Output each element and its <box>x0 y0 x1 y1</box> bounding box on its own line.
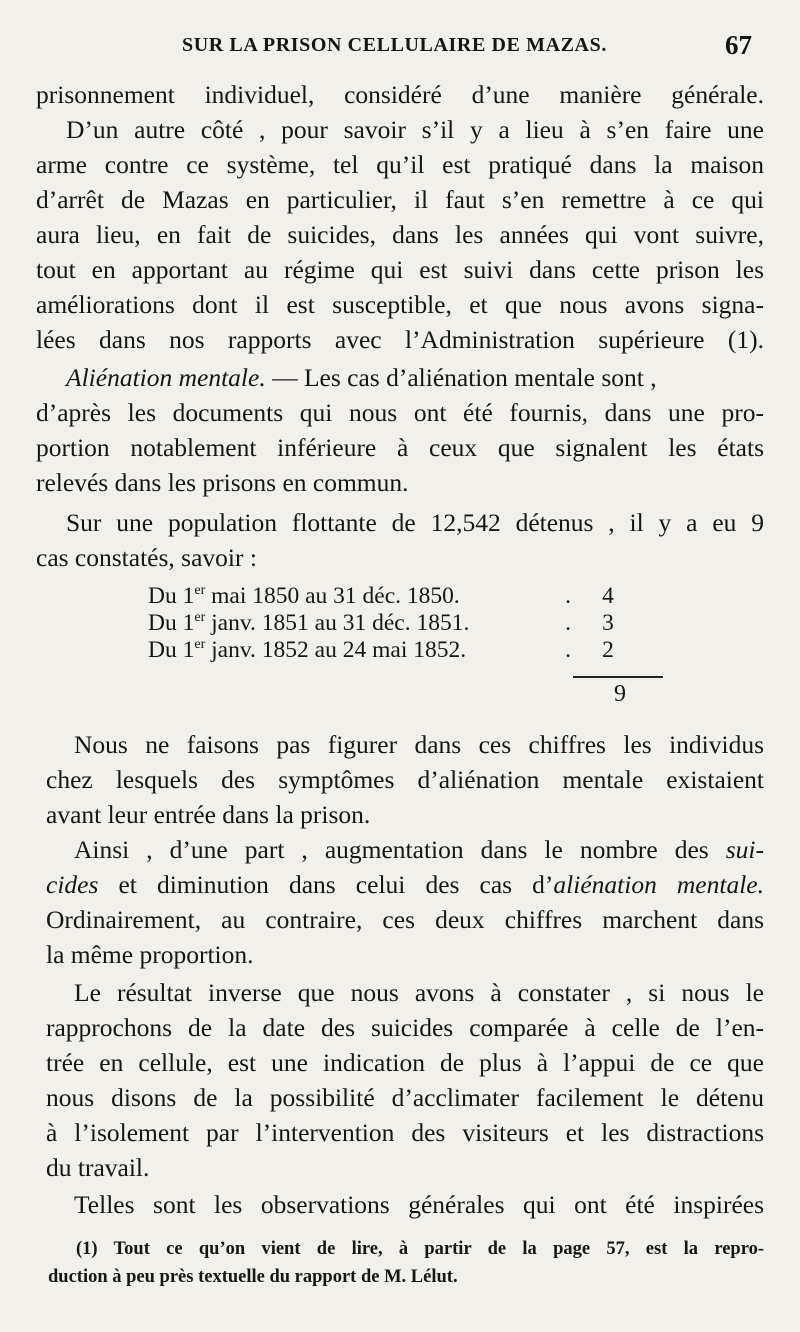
text-line: D’un autre côté , pour savoir s’il y a lieu à s’en faire une <box>66 115 764 144</box>
alienation-heading: Aliénation mentale. <box>66 363 266 392</box>
text-line: lées dans nos rapports avec l’Administration supérieure (1). <box>36 325 764 354</box>
text-line: Ordinairement, au contraire, ces deux chiffres marchent dans <box>46 905 764 934</box>
table-row <box>148 636 628 664</box>
running-title: SUR LA PRISON CELLULAIRE DE MAZAS. <box>182 34 607 56</box>
text-line: améliorations dont il est susceptible, et que nous avons signa- <box>36 290 764 319</box>
text-line: portion notablement inférieure à ceux que signalent les états <box>36 433 764 462</box>
footnote-line: (1) Tout ce qu’on vient de lire, à partir de la page 57, est la repro- <box>76 1239 764 1259</box>
text-line: cides et diminution dans celui des cas d’aliénation mentale. <box>46 870 764 899</box>
text-line: cas constatés, savoir : <box>36 543 257 572</box>
page-header <box>0 30 800 64</box>
leader-dot: . <box>565 610 571 636</box>
text-line: Ainsi , d’une part , augmentation dans le nombre des sui- <box>74 835 764 864</box>
text-line: nous disons de la possibilité d’acclimater facilement le détenu <box>46 1083 764 1112</box>
alienation-heading-line <box>36 360 764 396</box>
text-line: d’après les documents qui nous ont été fournis, dans une pro- <box>36 398 764 427</box>
text-line: avant leur entrée dans la prison. <box>46 800 371 829</box>
text-line: d’arrêt de Mazas en particulier, il faut s’en remettre à ce qui <box>36 185 764 214</box>
text-line: Sur une population flottante de 12,542 détenus , il y a eu 9 <box>66 508 764 537</box>
table-value: 3 <box>602 610 614 636</box>
text-line: du travail. <box>46 1153 150 1182</box>
table-value: 4 <box>602 583 614 609</box>
alienation-first-line-rest: — Les cas d’aliénation mentale sont , <box>265 363 657 392</box>
text-line: aura lieu, en fait de suicides, dans les années qui vont suivre, <box>36 220 764 249</box>
text-line: Nous ne faisons pas figurer dans ces chiffres les individus <box>74 730 764 759</box>
table-period: Du 1er mai 1850 au 31 déc. 1850. <box>148 583 460 609</box>
text-line: la même proportion. <box>46 940 254 969</box>
text-line: Telles sont les observations générales qui ont été inspirées <box>74 1190 764 1219</box>
text-line: trée en cellule, est une indication de plus à l’appui de ce que <box>46 1048 764 1077</box>
table-value: 2 <box>602 637 614 663</box>
text-line: tout en apportant au régime qui est suivi dans cette prison les <box>36 255 764 284</box>
page-number: 67 <box>725 30 752 60</box>
table-row <box>148 609 628 637</box>
table-row <box>148 582 628 610</box>
table-period: Du 1er janv. 1852 au 24 mai 1852. <box>148 637 467 663</box>
text-line: à l’isolement par l’intervention des visiteurs et les distractions <box>46 1118 764 1147</box>
leader-dot: . <box>565 583 571 609</box>
table-period: Du 1er janv. 1851 au 31 déc. 1851. <box>148 610 470 636</box>
footnote-line: duction à peu près textuelle du rapport de M. Lélut. <box>48 1267 458 1287</box>
leader-dot: . <box>565 637 571 663</box>
text-line: chez lesquels des symptômes d’aliénation mentale existaient <box>46 765 764 794</box>
text-line: rapprochons de la date des suicides comparée à celle de l’en- <box>46 1013 764 1042</box>
text-line: prisonnement individuel, considéré d’une manière générale. <box>36 80 764 109</box>
table-total: 9 <box>614 681 626 707</box>
text-line: Le résultat inverse que nous avons à constater , si nous le <box>74 978 764 1007</box>
total-rule <box>573 676 663 678</box>
text-line: arme contre ce système, tel qu’il est pratiqué dans la maison <box>36 150 764 179</box>
text-line: relevés dans les prisons en commun. <box>36 468 409 497</box>
